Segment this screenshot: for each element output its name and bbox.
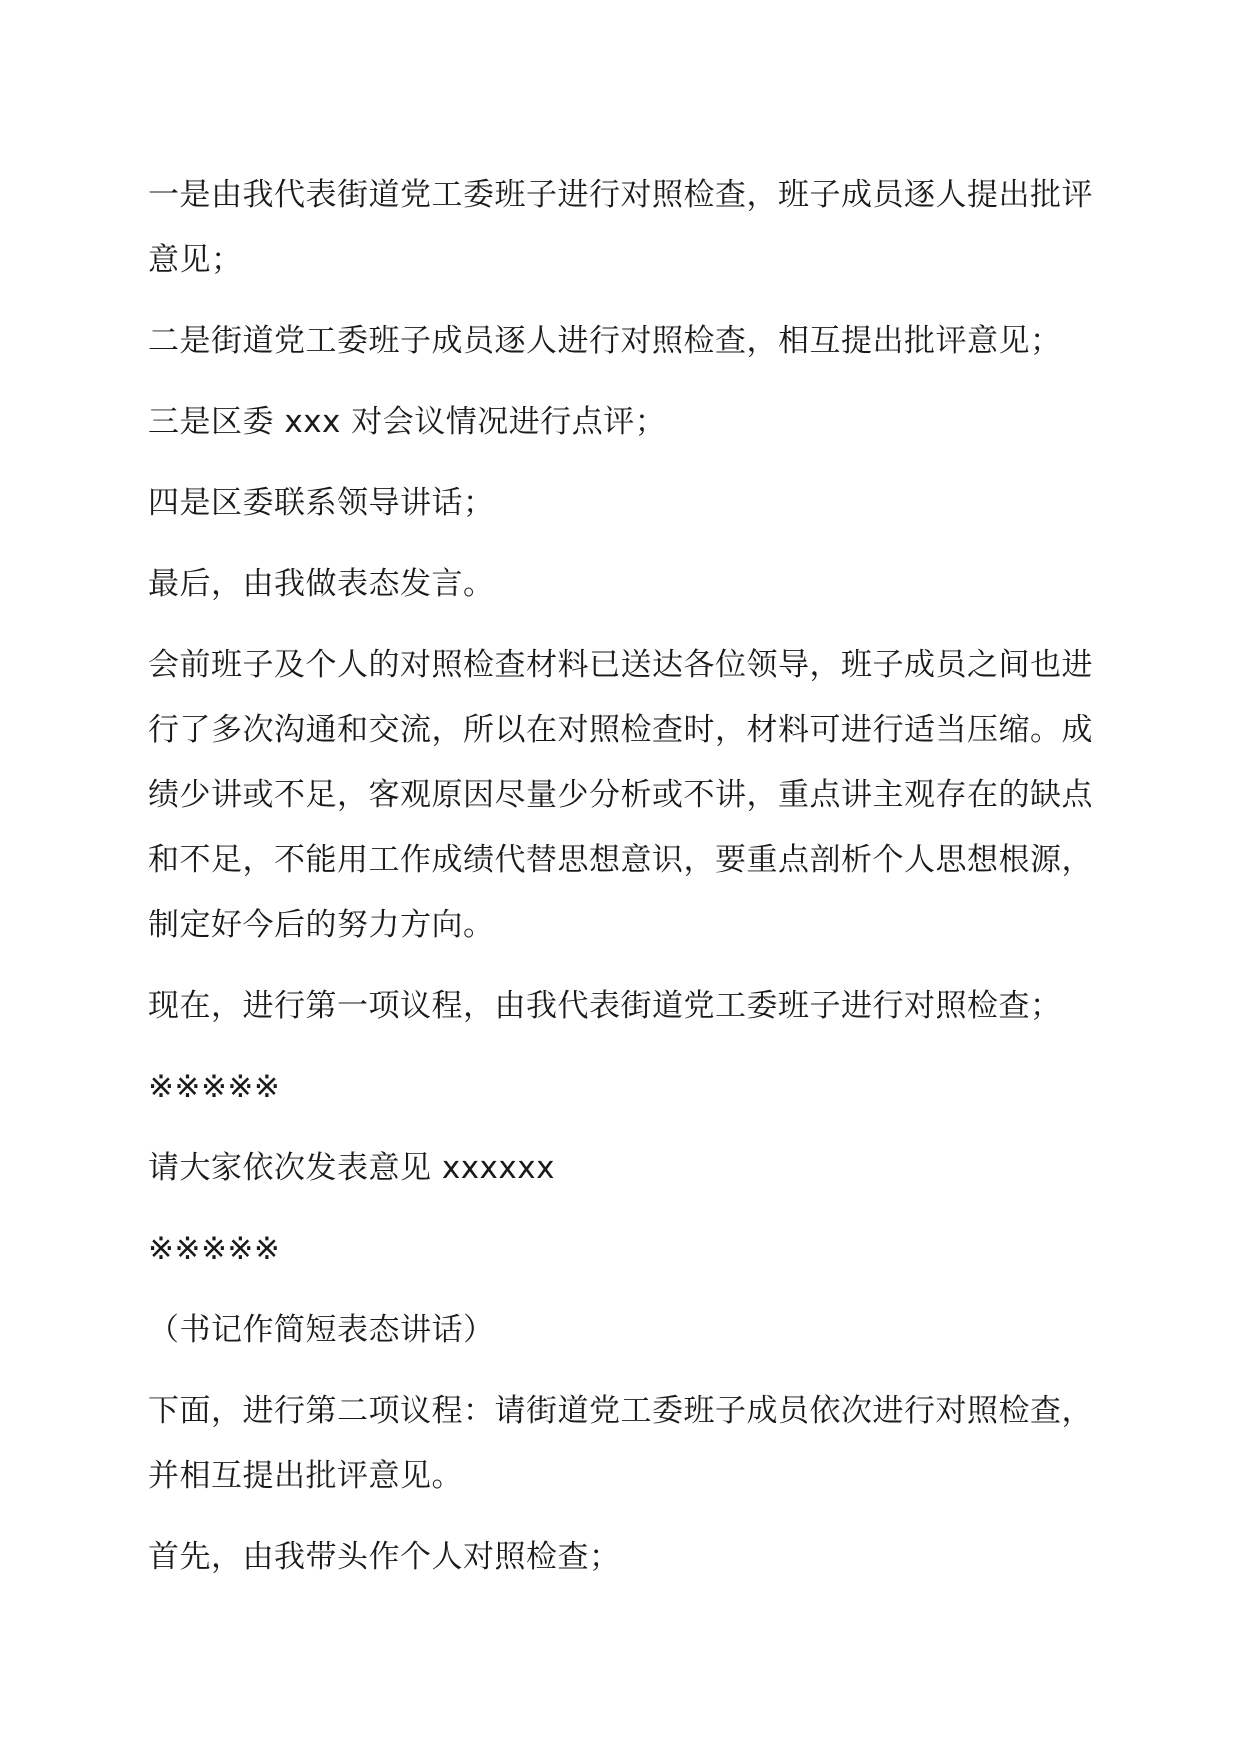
separator-marks-1: ※※※※※	[148, 1069, 281, 1105]
paragraph-item-6: 会前班子及个人的对照检查材料已送达各位领导，班子成员之间也进行了多次沟通和交流，所以在对照检查时，材料可进行适当压缩。成绩少讲或不足，客观原因尽量少分析或不讲，重点讲主观存在的缺点和不足，不能用工作成绩代替思想意识，要重点剖析个人思想根源，制定好今后的努力方向。	[148, 647, 1093, 943]
paragraph-item-4: 四是区委联系领导讲话；	[148, 485, 495, 521]
paragraph-item-7: 现在，进行第一项议程，由我代表街道党工委班子进行对照检查；	[148, 988, 1062, 1024]
paragraph-item-11: （书记作简短表态讲话）	[148, 1312, 495, 1348]
paragraph-item-13: 首先，由我带头作个人对照检查；	[148, 1539, 621, 1575]
paragraph-item-5: 最后，由我做表态发言。	[148, 566, 495, 602]
paragraph-item-3: 三是区委 xxx 对会议情况进行点评；	[148, 404, 667, 440]
paragraph-item-9: 请大家依次发表意见 xxxxxx	[148, 1150, 555, 1186]
document-body	[148, 163, 1098, 1606]
paragraph-item-2: 二是街道党工委班子成员逐人进行对照检查，相互提出批评意见；	[148, 323, 1062, 359]
separator-marks-2: ※※※※※	[148, 1231, 281, 1267]
paragraph-item-1: 一是由我代表街道党工委班子进行对照检查，班子成员逐人提出批评意见；	[148, 177, 1093, 278]
paragraph-item-12: 下面，进行第二项议程：请街道党工委班子成员依次进行对照检查，并相互提出批评意见。	[148, 1393, 1093, 1494]
